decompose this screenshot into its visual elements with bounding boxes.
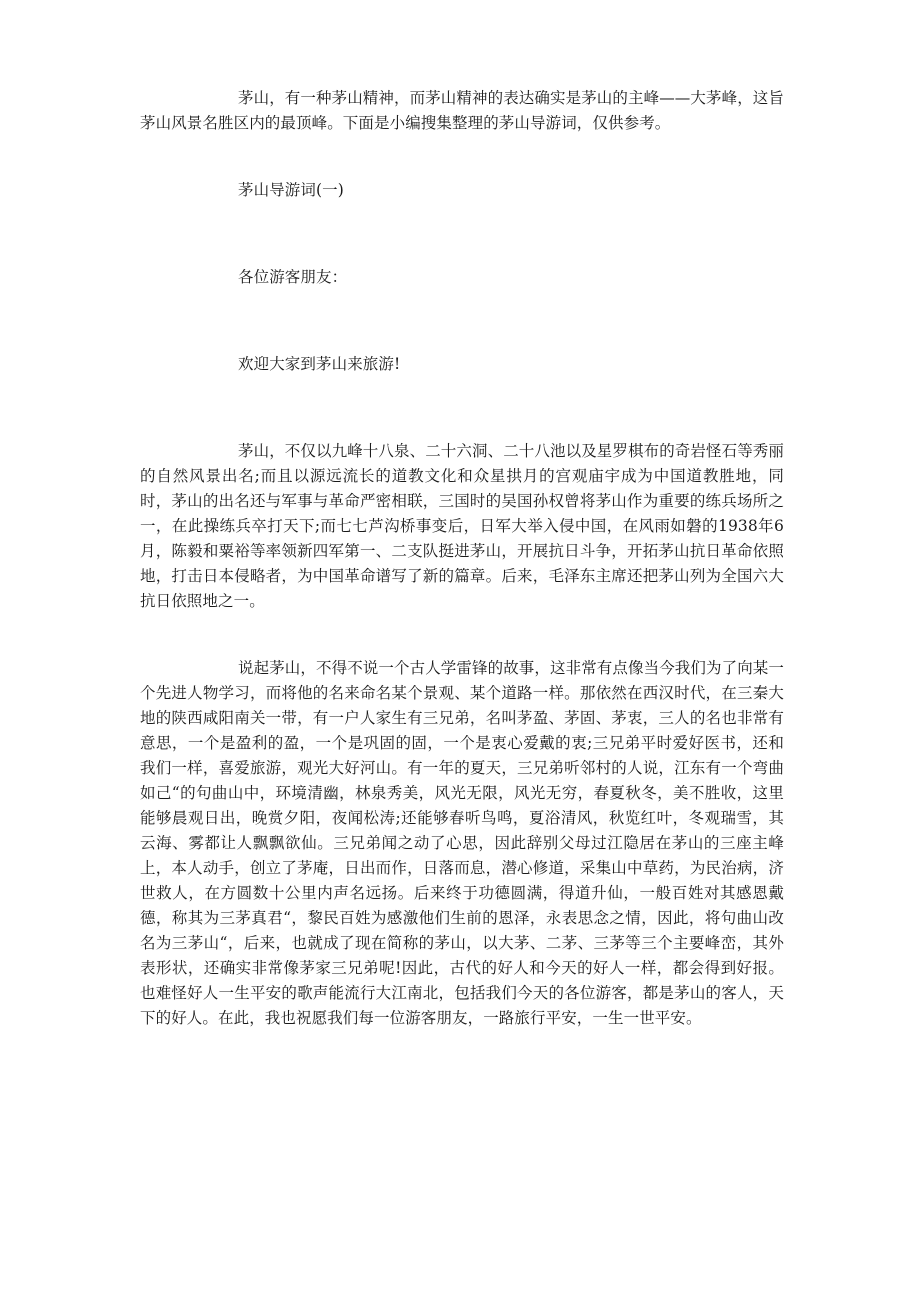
paragraph-spacer-2b [140,241,784,265]
section-heading: 茅山导游词(一) [238,181,344,199]
document-body [140,0,784,1031]
paragraph-spacer-2 [140,203,784,241]
paragraph-spacer-1 [140,136,784,178]
overview-paragraph: 茅山，不仅以九峰十八泉、二十六洞、二十八池以及星罗棋布的奇岩怪石等秀丽的自然风景出名;而且以源远流长的道教文化和众星拱月的宫观庙宇成为中国道教胜地，同时，茅山的出名还与军事与革命严密相联，三国时的吴国孙权曾将茅山作为重要的练兵场所之一，在此操练兵卒打天下;而七七芦沟桥事变后，日军大举入侵中国，在风雨如磐的1938年6月，陈毅和粟裕等率领新四军第一、二支队挺进茅山，开展抗日斗争，开拓茅山抗日革命依照地，打击日本侵略者，为中国革命谱写了新的篇章。后来，毛泽东主席还把茅山列为全国六大抗日依照地之一。 [140,442,785,610]
paragraph-spacer-3 [140,290,784,328]
paragraph-spacer-4b [140,415,784,439]
intro-paragraph: 茅山，有一种茅山精神，而茅山精神的表达确实是茅山的主峰——大茅峰，这旨茅山风景名胜区内的最顶峰。下面是小编搜集整理的茅山导游词，仅供参考。 [140,89,785,132]
paragraph-spacer-5 [140,614,784,656]
welcome-line: 欢迎大家到茅山来旅游! [238,355,401,373]
legend-paragraph: 说起茅山，不得不说一个古人学雷锋的故事，这非常有点像当今我们为了向某一个先进人物学习，而将他的名来命名某个景观、某个道路一样。那依然在西汉时代，在三秦大地的陕西咸阳南关一带，有一户人家生有三兄弟，名叫茅盈、茅固、茅衷，三人的名也非常有意思，一个是盈利的盈，一个是巩固的固，一个是衷心爱戴的衷;三兄弟平时爱好医书，还和我们一样，喜爱旅游，观光大好河山。有一年的夏天，三兄弟听邻村的人说，江东有一个弯曲如己“的句曲山中，环境清幽，林泉秀美，风光无限，风光无穷，春夏秋冬，美不胜收，这里能够晨观日出，晚赏夕阳，夜闻松涛;还能够春听鸟鸣，夏浴清风，秋览红叶，冬观瑞雪，其云海、雾都让人飘飘欲仙。三兄弟闻之动了心思，因此辞别父母过江隐居在茅山的三座主峰上，本人动手，创立了茅庵，日出而作，日落而息，潜心修道，采集山中草药，为民治病，济世救人，在方圆数十公里内声名远扬。后来终于功德圆满，得道升仙，一般百姓对其感恩戴德，称其为三茅真君“，黎民百姓为感激他们生前的恩泽，永表思念之情，因此，将句曲山改名为三茅山“，后来，也就成了现在简称的茅山，以大茅、二茅、三茅等三个主要峰峦，其外表形状，还确实非常像茅家三兄弟呢!因此，古代的好人和今天的好人一样，都会得到好报。也难怪好人一生平安的歌声能流行大江南北，包括我们今天的各位游客，都是茅山的客人，天下的好人。在此，我也祝愿我们每一位游客朋友，一路旅行平安，一生一世平安。 [140,659,785,1027]
paragraph-spacer-3b [140,328,784,352]
paragraph-spacer-4 [140,377,784,415]
title-spacer [140,0,784,86]
salutation-line: 各位游客朋友： [238,268,348,286]
